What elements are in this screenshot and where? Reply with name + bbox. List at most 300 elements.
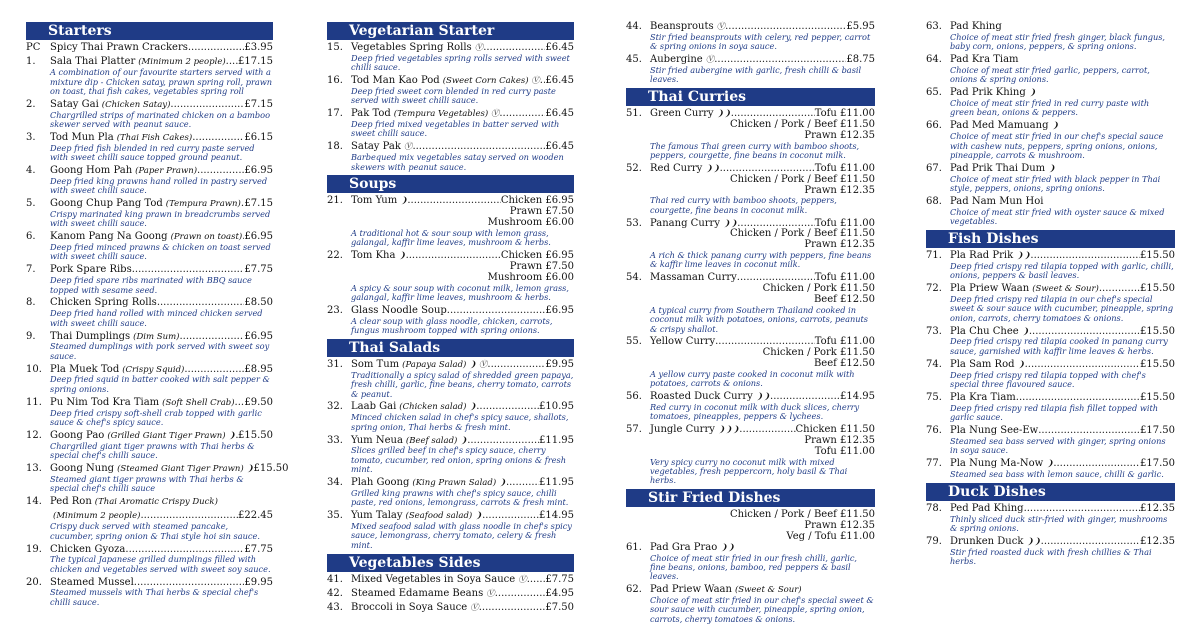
menu-item-row [26,398,273,409]
menu-item [626,109,875,160]
item-subtitle: (Thai Aromatic Crispy Duck) [94,497,218,508]
item-number: 20. [26,576,42,588]
item-name: Pla Rad Prik [950,250,1014,262]
item-name: Tod Mun Pla [50,131,114,143]
item-subtitle: (Chicken salad) ❩ [399,402,477,413]
item-number: 65. [926,87,942,99]
item-number: 76. [926,425,942,437]
item-price: Tofu £11.00 [814,336,875,348]
section-price-line: Veg / Tofu £11.00 [786,530,875,542]
item-subtitle: Ⓥ [705,55,715,66]
item-description: A combination of our favourite starters served with a mixture dip - Chicken satay, prawn spring roll, prawn on toast, thai fish cakes, vegetables spring roll [50,67,273,96]
item-price: £15.50 [1140,250,1175,262]
item-price: £9.95 [545,358,574,370]
item-number: 13. [26,463,42,475]
item-number: 35. [327,510,343,522]
item-subtitle: (Sweet & Sour) [1032,284,1099,295]
item-subtitle: Ⓥ [470,603,479,614]
item-price-variant: Beef £12.50 [813,293,875,305]
leader-dots [406,251,501,262]
menu-item [327,251,574,302]
item-number: 79. [926,535,942,547]
item-description: Steamed sea bass served with ginger, spring onions in soya sauce. [950,435,1166,456]
item-number: 72. [926,283,942,295]
item-price: £9.50 [244,396,273,408]
item-subtitle: (Soft Shell Crab) [162,397,235,408]
item-number: 64. [926,54,942,66]
item-price: £3.95 [244,42,273,53]
item-number: 45. [626,54,642,66]
item-subtitle: (Tempura Prawn) [165,199,241,210]
item-description: Chargrilled strips of marinated chicken on a bamboo skewer served with peanut sauce. [50,109,270,130]
item-price: £17.50 [1140,425,1175,437]
item-number: 9. [26,330,36,342]
section-heading: Duck Dishes [926,483,1175,501]
leader-dots [479,603,546,614]
item-subtitle: ❩❩ [1016,251,1031,262]
menu-item [626,585,875,624]
item-name: Green Curry [650,108,714,120]
item-name: Broccoli in Soya Sauce [351,602,468,614]
item-number: 42. [327,588,343,600]
item-number: 75. [926,391,942,403]
menu-item [26,100,273,130]
item-price-variant: Tofu £11.00 [814,445,875,457]
item-number: 33. [327,434,343,446]
menu-item [926,459,1175,479]
item-number: 71. [926,250,942,262]
item-description: Deep fried crispy soft-shell crab topped with garlic sauce & chef's spicy sauce. [50,407,262,427]
item-name: Steamed Mussel [50,576,134,588]
leader-dots [739,425,795,436]
leader-dots [1024,504,1140,515]
menu-item [26,497,273,508]
item-price: £9.95 [244,576,273,588]
item-price: £6.45 [545,42,574,53]
item-price-variant: Chicken / Pork £11.50 [762,347,875,359]
item-description: Thai red curry with bamboo shoots, peppers, courgette, fine beans in coconut milk. [650,195,837,215]
item-price: £11.95 [539,477,574,489]
item-number: 62. [626,584,642,596]
item-price-variant: Prawn £12.35 [804,184,875,196]
item-description: Deep fried vegetables spring rolls served with sweet chilli sauce. [351,52,570,73]
item-subtitle: (Crispy Squid) [122,364,185,375]
item-number: 17. [327,108,343,120]
menu-column-4 [926,22,1175,570]
item-description: Steamed sea bass with lemon sauce, chilli & garlic. [950,468,1164,479]
item-number: 63. [926,21,942,32]
menu-item [26,232,273,262]
item-name: Satay Pak [351,141,401,153]
item-description: A spicy & sour soup with coconut milk, lemon grass, galangal, kaffir lime leaves, mushroom & herbs. [351,282,569,302]
item-subtitle: (Thai Fish Cakes) [116,132,193,143]
item-description: Choice of meat stir fried in red curry paste with green bean, onions & peppers. [950,98,1150,118]
item-name: Aubergine [650,54,703,66]
item-number: 15. [327,42,343,53]
item-price: £12.35 [1140,535,1175,547]
menu-item [327,402,574,432]
item-name: Pak Tod [351,108,391,120]
item-price: £15.50 [1140,325,1175,337]
item-name: Goong Nung [50,463,115,475]
item-number: 4. [26,165,36,177]
item-number: 12. [26,429,42,441]
item-number: 8. [26,297,36,309]
item-number: 19. [26,543,42,555]
item-number: 14. [26,496,42,508]
item-description: The famous Thai green curry with bamboo shoots, peppers, courgette, fine beans in coconut milk. [650,140,860,161]
item-name: Pla Nung See-Ew [950,425,1039,437]
item-number: 16. [327,75,343,87]
item-subtitle: (Paper Prawn) [135,166,198,177]
section-heading: Thai Salads [327,339,574,357]
leader-dots [1025,360,1140,371]
item-price: £7.75 [545,573,574,585]
item-name: Som Tum [351,358,400,370]
item-number: 57. [626,424,642,436]
item-subtitle: ❩ [1048,163,1056,174]
item-description: Deep fried mixed vegetables in batter served with sweet chilli sauce. [351,119,560,139]
menu-item-row [26,497,273,508]
menu-item [26,431,273,461]
item-description: Steamed dumplings with pork served with sweet soy sauce. [50,341,270,361]
item-subtitle: Ⓥ [474,43,484,53]
item-description: Deep fried minced prawns & chicken on toast served with sweet chilli sauce. [50,242,271,262]
item-description: Deep fried crispy red tilapia in our chef's special sweet & sour sauce with cucumber, pineapple, spring onion, carrots, cherry tomatoes & onions. [950,293,1174,323]
item-description: Steamed giant tiger prawns with Thai herbs & special chef's chilli sauce [50,473,244,494]
menu-item [26,166,273,196]
item-name: Vegetables Spring Rolls [351,42,472,53]
item-subtitle: ❩❩ [755,392,771,403]
item-description: Choice of meat stir fried garlic, peppers, carrot, onions & spring onions. [950,64,1150,85]
item-description: A typical curry from Southern Thailand cooked in coconut milk with potatoes, onions, carrots, peanuts & crispy shallot. [650,304,868,334]
item-name: Goong Pao [50,429,105,441]
item-description: A rich & thick panang curry with peppers, fine beans & kaffir lime leaves in coconut milk. [650,250,872,270]
item-description: Steamed mussels with Thai herbs & special chef's chilli sauce. [50,587,259,607]
item-number: 77. [926,458,942,470]
item-number: 66. [926,120,942,132]
item-price: £8.50 [244,297,273,309]
menu-column-3 [626,22,875,628]
item-price: £14.95 [539,510,574,522]
item-name: Goong Hom Pah [50,165,133,177]
leader-dots [188,43,244,54]
item-description: Crispy marinated king prawn in breadcrumbs served with sweet chilli sauce. [50,208,271,229]
item-name: Mixed Vegetables in Soya Sauce [351,573,516,585]
item-subtitle: (Dim Sum) [133,331,180,342]
menu-item [926,360,1175,390]
item-price-variant: Prawn £7.50 [509,260,574,272]
item-subtitle: (Steamed Giant Tiger Prawn) ❩ [117,464,254,475]
item-subtitle: ❩❩ [722,218,738,229]
item-name: Thai Dumplings [50,330,131,342]
item-price-variant: Prawn £12.35 [804,435,875,447]
item-subtitle: (Minimum 2 people) [53,511,141,522]
item-number: 11. [26,396,42,408]
section-heading: Starters [26,22,273,40]
item-price-variant: Mushroom £6.00 [487,271,574,283]
menu-item-row [26,100,273,111]
item-price: £6.95 [244,330,273,342]
menu-item [926,55,1175,85]
menu-item-row [327,589,574,600]
menu-item [26,57,273,96]
item-name: Pla Nung Ma-Now [950,458,1044,470]
item-description: Chargrilled giant tiger prawns with Thai herbs & special chef's chilli sauce. [50,440,255,461]
section-heading: Soups [327,175,574,193]
item-price: Tofu £11.00 [814,108,875,120]
item-name: Panang Curry [650,217,720,229]
item-description: Grilled king prawns with chef's spicy sauce, chilli paste, red onions, lemongrass, carrots & fresh mint. [351,487,569,508]
item-price: £15.50 [253,463,289,475]
item-price: Chicken £6.95 [500,195,574,207]
item-price-variant: Prawn £12.35 [804,239,875,251]
item-name: Pad Med Mamuang [950,120,1049,132]
item-number: 22. [327,250,343,262]
item-name: Pad Kra Tiam [950,54,1019,66]
item-number: 61. [626,541,642,553]
item-price-variant: Chicken / Pork / Beef £11.50 [730,173,875,185]
menu-item [26,545,273,575]
menu-item [626,22,875,52]
menu-item [926,197,1175,227]
section-heading: Stir Fried Dishes [626,489,875,507]
menu-item [26,578,273,608]
item-name: Tod Man Kao Pod [351,75,440,87]
item-price: £15.50 [1140,358,1175,370]
section-heading: Vegetarian Starter [327,22,574,40]
item-price: £7.75 [244,264,273,276]
item-price-variant: Chicken / Pork / Beef £11.50 [730,119,875,131]
item-number: 55. [626,336,642,348]
menu-item [926,537,1175,567]
item-price: £12.35 [1140,502,1175,514]
item-price-variant: Chicken / Pork / Beef £11.50 [730,228,875,240]
menu-item [626,273,875,334]
item-name: Pad Nam Mun Hoi [950,195,1044,207]
item-name: Jungle Curry [650,424,715,436]
item-price: £5.95 [846,21,875,32]
item-price: £6.95 [244,231,273,243]
item-price: £6.45 [545,108,574,120]
section-heading: Vegetables Sides [327,554,574,572]
menu-item [926,426,1175,456]
item-price: £6.95 [244,165,273,177]
item-description: Stir fried beansprouts with celery, red pepper, carrot & spring onions in soya sauce. [650,31,871,52]
menu-item-row [926,360,1175,371]
item-price-variant: Prawn £12.35 [804,129,875,141]
menu-item [26,365,273,395]
item-subtitle: (Chicken Satay) [101,99,171,110]
item-subtitle: ❩ [1021,326,1029,337]
menu-item [327,306,574,336]
item-number: 34. [327,477,343,489]
item-description: Deep fried king prawns hand rolled in pastry served with sweet chilli sauce. [50,175,268,196]
menu-item-row [626,543,875,554]
menu-item [626,164,875,215]
item-number [26,511,50,522]
item-price: £15.50 [1140,391,1175,403]
menu-item [26,298,273,328]
item-name: Massaman Curry [650,272,737,284]
leader-dots [527,575,546,586]
menu-item [26,43,273,54]
item-subtitle: Ⓥ [403,142,413,153]
item-number: 54. [626,272,642,284]
menu-item-row [327,603,574,614]
item-price: £7.75 [244,543,273,555]
item-subtitle: ❩ [398,251,406,262]
item-name: Steamed Edamame Beans [351,588,484,600]
menu-item [327,142,574,172]
item-price-variant: Beef £12.50 [813,358,875,370]
item-name: Laab Gai [351,401,397,413]
item-description: A clear soup with glass noodle, chicken, carrots, fungus mushroom topped with spring onions. [351,315,553,336]
item-subtitle: ❩❩ [720,542,735,553]
item-number: 43. [327,602,343,614]
item-number: 56. [626,391,642,403]
item-number: 7. [26,264,36,276]
item-subtitle: (Minimum 2 people) [138,57,226,68]
menu-item [327,76,574,106]
item-name: Pad Priew Waan [650,584,732,596]
menu-item [626,55,875,85]
menu-item [26,463,289,494]
section-price-line: Prawn £12.35 [804,520,875,532]
item-subtitle: (Seafood salad) ❩ [405,511,483,522]
leader-dots [407,196,501,207]
item-price: £17.50 [1140,458,1175,470]
item-price: £22.45 [238,510,273,522]
menu-item [926,88,1175,118]
item-name: Spicy Thai Prawn Crackers [50,42,188,53]
item-name: Drunken Duck [950,535,1024,547]
item-price: £6.95 [545,304,574,316]
item-price: £17.15 [238,56,273,68]
menu-item [327,109,574,139]
item-number: 6. [26,231,36,243]
item-description: Choice of meat stir fried in our fresh chilli, garlic, fine beans, onions, bamboo, red peppers & basil leaves. [650,552,858,582]
menu-item [926,504,1175,534]
item-subtitle: ❩❩ [705,163,720,174]
item-subtitle: Ⓥ [716,22,726,32]
item-price: £15.50 [238,429,273,441]
item-price-variant: Chicken / Pork £11.50 [762,283,875,295]
item-price: £7.15 [244,98,273,110]
item-price: Tofu £11.00 [814,217,875,229]
item-number: 2. [26,98,36,110]
item-name: Yellow Curry [650,336,716,348]
item-number: 21. [327,195,343,207]
item-description: Deep fried hand rolled with minced chicken served with sweet chilli sauce. [50,308,263,328]
item-name: Sala Thai Platter [50,56,136,68]
item-number: 68. [926,195,942,207]
menu-item [926,393,1175,423]
item-price: Tofu £11.00 [814,162,875,174]
item-subtitle: (Sweet Corn Cakes) Ⓥ [442,76,540,87]
menu-item-row [926,504,1175,515]
menu-item [327,360,574,399]
menu-item [626,219,875,270]
item-price: £10.95 [539,401,574,413]
item-price: £8.75 [846,54,875,66]
item-description: Deep fried crispy red tilapia topped with chef's special three flavoured sauce. [950,369,1146,389]
item-name: Goong Chup Pang Tod [50,198,163,210]
item-description: Thinly sliced duck stir-fried with ginger, mushrooms & spring onions. [950,513,1168,534]
menu-item [26,133,273,163]
item-description: Barbequed mix vegetables satay served on wooden skewers with peanut sauce. [351,152,564,172]
item-number: PC [26,42,41,53]
item-description: Choice of meat stir fried fresh ginger, black fungus, baby corn, onions, peppers, & spring onions. [950,31,1166,52]
item-price: £7.50 [545,602,574,614]
menu-item [26,332,273,362]
item-name: Tom Kha [351,250,396,262]
item-price: Chicken £11.50 [795,424,875,436]
item-subtitle: (Prawn on toast) [170,232,243,243]
item-description: A traditional hot & sour soup with lemon grass, galangal, kaffir lime leaves, mushroom & herbs. [351,227,551,248]
item-number: 51. [626,108,642,120]
menu-item [327,478,574,508]
menu-item [626,392,875,422]
menu-item [327,575,574,586]
item-subtitle: ❩ [1028,88,1036,99]
item-description: Very spicy curry no coconut milk with mixed vegetables, fresh peppercorn, holy basil & Thai herbs. [650,456,848,486]
item-subtitle: ❩❩ [716,109,731,120]
menu-item [926,164,1175,194]
item-name: Pad Prik Thai Dum [950,162,1046,174]
item-description: Deep fried spare ribs marinated with BBQ sauce topped with sesame seed. [50,275,252,295]
item-description: Mixed seafood salad with glass noodle in chef's spicy sauce, lemongrass, cherry tomato, celery & fresh mint. [351,521,572,550]
item-subtitle: ❩ [1051,121,1059,132]
item-description: Choice of meat stir fried in our chef's special sweet & sour sauce with cucumber, pineapple, spring onion, carrots, cherry tomatoes & onions. [650,595,874,624]
item-price: £15.50 [1140,283,1175,295]
item-name: Red Curry [650,162,703,174]
item-price-variant: Prawn £7.50 [509,206,574,218]
item-price: £14.95 [840,391,875,403]
item-number: 41. [327,573,343,585]
item-price: £11.95 [539,434,574,446]
leader-dots [495,589,546,600]
item-price: £4.95 [545,588,574,600]
item-number: 3. [26,131,36,143]
item-name: Pla Chu Chee [950,325,1019,337]
item-subtitle: (Beef salad) ❩ [405,435,468,446]
item-description: Deep fried squid in batter cooked with salt pepper & spring onions. [50,374,270,394]
section-heading: Thai Curries [626,88,875,106]
item-price: £6.45 [545,141,574,153]
menu-item [327,589,574,600]
menu-item [327,196,574,247]
item-number: 23. [327,304,343,316]
leader-dots [235,398,245,409]
item-name: Pu Nim Tod Kra Tiam [50,396,160,408]
menu-item [926,22,1175,52]
item-number: 1. [26,56,36,68]
menu-column-1 [26,22,289,611]
item-number: 73. [926,325,942,337]
menu-item [26,199,273,229]
item-description: Deep fried fish blended in red curry paste served with sweet chilli sauce topped ground peanut. [50,142,255,163]
menu-item [926,121,1175,160]
item-subtitle: Ⓥ [486,589,495,600]
item-name: Pad Prik Khing [950,87,1026,99]
item-name: Pla Priew Waan [950,283,1030,295]
item-description: Deep fried sweet corn blended in red curry paste served with sweet chilli sauce. [351,85,556,106]
item-subtitle: ❩ [400,196,408,207]
item-description: Choice of meat stir fried with oyster sauce & mixed vegetables. [950,206,1165,227]
item-description: Stir fried aubergine with garlic, fresh chilli & basil leaves. [650,64,862,85]
menu-item [926,251,1175,281]
